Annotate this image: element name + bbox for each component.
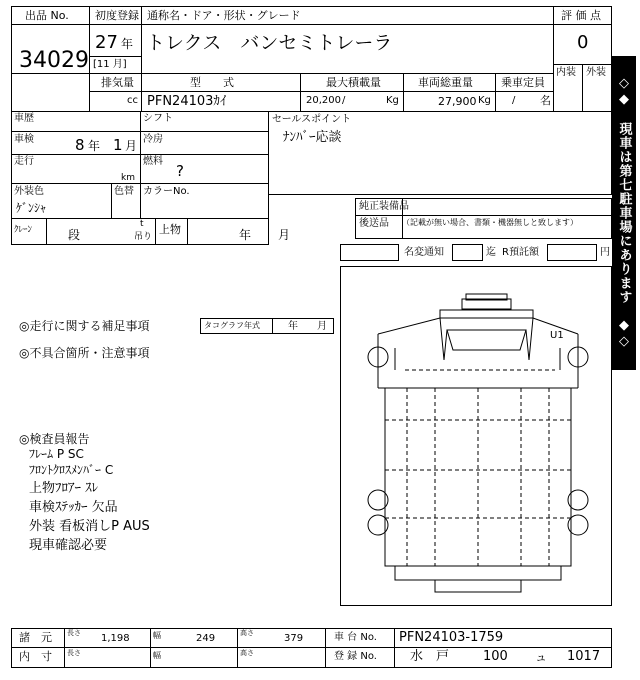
gross-weight-value: 27,900 xyxy=(438,95,477,108)
inspection-month-unit: 月 xyxy=(125,139,138,153)
max-load-sep: / xyxy=(342,95,346,106)
displacement-label: 排気量 xyxy=(101,76,134,89)
inner-label: 内 寸 xyxy=(19,650,52,663)
inspection-diagram-frame xyxy=(340,266,612,606)
tacho-month: 月 xyxy=(317,321,327,332)
color-value: ｹﾞﾝｼｬ xyxy=(16,201,47,215)
side-banner xyxy=(612,56,636,370)
vehicle-name: トレクス バンセミトレーラ xyxy=(146,32,393,54)
upper-month: 月 xyxy=(278,228,291,242)
tacho-year: 年 xyxy=(288,321,298,332)
sales-point-value: ﾅﾝﾊﾞｰ応談 xyxy=(283,130,342,145)
capacity-sep: / xyxy=(512,95,516,106)
inspector-line: 現車確認必要 xyxy=(29,538,108,553)
chassis-no: PFN24103-1759 xyxy=(399,630,504,645)
lot-no-label: 出品 No. xyxy=(25,9,69,22)
gross-weight-label: 車両総重量 xyxy=(418,76,473,89)
inspector-line: 上物ﾌﾛｱｰ ｽﾚ xyxy=(29,481,99,496)
inner-height-label: 高さ xyxy=(240,649,254,657)
upper-year: 年 xyxy=(239,228,252,242)
first-reg-year-unit: 年 xyxy=(121,37,134,51)
width-value: 249 xyxy=(196,633,216,644)
color-label: 外装色 xyxy=(14,186,44,197)
color-no-label: 色替 xyxy=(114,186,134,197)
rating-label: 評 価 点 xyxy=(561,9,601,22)
shift-label: シフト xyxy=(143,113,173,124)
supplement-label: ◎走行に関する補足事項 xyxy=(19,319,150,333)
first-reg-month: [11 月] xyxy=(93,59,127,70)
inspection-month: 1 xyxy=(113,136,123,154)
diagram-damage-mark: U1 xyxy=(550,330,564,341)
grade-label: 通称名・ドア・形状・グレード xyxy=(147,9,301,22)
ac-label: 冷房 xyxy=(143,134,163,145)
height-value: 379 xyxy=(284,633,304,644)
crane-label: ｸﾚｰﾝ xyxy=(14,225,33,235)
reg-area: 水 戸 xyxy=(410,649,450,664)
deposit-prefix: 迄 xyxy=(486,247,496,258)
reg-label: 登 録 No. xyxy=(334,651,377,662)
gross-weight-unit: Kg xyxy=(478,95,491,106)
max-load-label: 最大積載量 xyxy=(326,76,381,89)
genuine-equip-label: 純正装備品 xyxy=(359,201,409,212)
spec-label: 諸 元 xyxy=(19,631,52,644)
height-label: 高さ xyxy=(240,629,254,637)
tacho-label: タコグラフ年式 xyxy=(204,321,260,330)
length-label: 長さ xyxy=(67,629,81,637)
inspector-label: ◎検査員報告 xyxy=(19,432,90,446)
inspection-year: 8 xyxy=(75,136,85,154)
first-reg-year: 27 xyxy=(95,32,118,53)
capacity-label: 乗車定員 xyxy=(501,76,545,89)
history-label: 車歴 xyxy=(14,113,34,124)
color-code-label: カラーNo. xyxy=(143,186,190,197)
side-banner-text: ◇◆ 現車は第七駐車場にあります ◆◇ xyxy=(616,76,632,350)
inner-width-label: 幅 xyxy=(153,651,161,660)
inspection-label: 車検 xyxy=(14,134,34,145)
inspection-year-unit: 年 xyxy=(88,139,101,153)
max-load-value: 20,200 xyxy=(306,95,341,106)
reg-number: 1017 xyxy=(567,649,601,664)
inspector-line: ﾌﾛﾝﾄｸﾛｽﾒﾝﾊﾞｰ C xyxy=(29,463,114,477)
sales-point-label: セールスポイント xyxy=(272,114,352,125)
upper-label: 上物 xyxy=(159,223,181,236)
exterior-label: 外装 xyxy=(586,67,606,78)
rating-value: 0 xyxy=(577,32,589,53)
interior-label: 内装 xyxy=(556,67,576,78)
max-load-unit: Kg xyxy=(386,95,399,106)
first-reg-label: 初度登録 xyxy=(95,9,139,22)
inspector-line: 外装 看板消しP AUS xyxy=(29,519,150,534)
deposit-label: R預託額 xyxy=(502,247,539,258)
model-value: PFN24103ｶｲ xyxy=(147,94,227,109)
name-change-value-box xyxy=(452,244,483,261)
shipping-label: 後送品 xyxy=(359,218,389,229)
reg-kana: ュ xyxy=(535,650,548,664)
lot-no: 34029 xyxy=(19,48,89,73)
chassis-label: 車 台 No. xyxy=(334,632,377,643)
length-value: 1,198 xyxy=(101,633,130,644)
inner-length-label: 長さ xyxy=(67,649,81,657)
deposit-box xyxy=(547,244,597,261)
inspector-line: 車検ｽﾃｯｶｰ 欠品 xyxy=(29,500,118,515)
crane-lift: 吊り xyxy=(134,232,153,242)
capacity-unit: 名 xyxy=(540,94,551,107)
model-label: 型 式 xyxy=(190,76,234,89)
mileage-unit: km xyxy=(121,173,135,183)
name-change-box xyxy=(340,244,399,261)
width-label: 幅 xyxy=(153,631,161,640)
deposit-unit: 円 xyxy=(600,247,610,258)
displacement-unit: cc xyxy=(127,95,138,106)
shipping-note: （記載が無い場合、書類・機器無しと致します） xyxy=(402,218,578,227)
mileage-label: 走行 xyxy=(14,156,34,167)
inspector-line: ﾌﾚｰﾑ P SC xyxy=(29,447,84,461)
fuel-value: ? xyxy=(176,162,184,180)
crane-stage: 段 xyxy=(68,228,81,242)
fuel-label: 燃料 xyxy=(143,156,163,167)
crane-ton: t xyxy=(140,219,144,229)
reg-class: 100 xyxy=(483,649,508,664)
defect-label: ◎不具合箇所・注意事項 xyxy=(19,346,150,360)
name-change-label: 名変通知 xyxy=(404,247,444,258)
